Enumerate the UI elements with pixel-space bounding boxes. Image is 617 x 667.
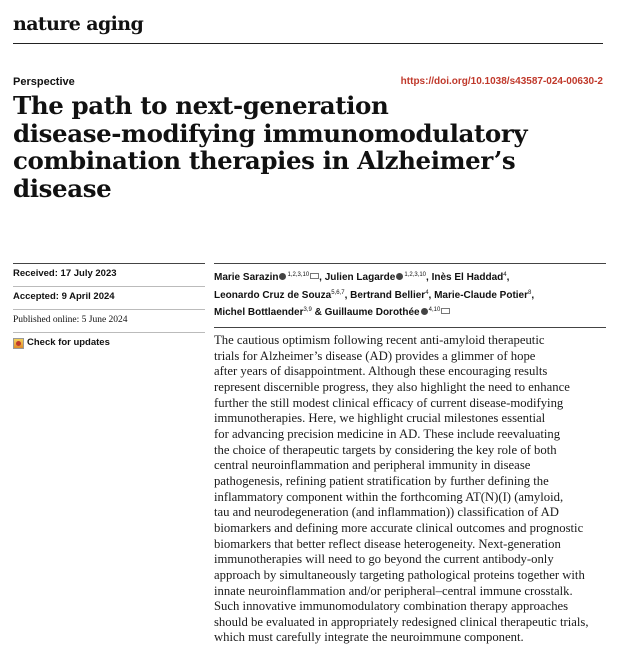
author-6[interactable]: [214, 307, 312, 318]
abstract-line: Such innovative immunomodulatory combination therapy approaches: [214, 599, 569, 614]
abstract-line: biomarkers and defining more accurate clinical outcomes and prognostic: [214, 520, 584, 535]
author-separator: ,: [506, 272, 510, 283]
author-3[interactable]: [214, 290, 345, 301]
article-type: Perspective: [13, 76, 75, 88]
abstract-line: for advancing precision medicine in AD. These include reevaluating: [214, 426, 561, 441]
author-separator: ,: [531, 289, 535, 301]
author-affiliation: 5,6,7: [331, 289, 345, 296]
author-7[interactable]: [325, 307, 451, 318]
orcid-icon[interactable]: [279, 273, 286, 280]
author-separator: ,: [426, 272, 432, 283]
author-affiliation: 4,10: [428, 307, 441, 313]
abstract-line: further the still modest clinical efficacy of current disease-modifying: [214, 395, 564, 410]
abstract-line: pathogenesis, refining patient stratification by further defining the: [214, 473, 549, 488]
author-line: [214, 268, 606, 286]
abstract-line: The cautious optimism following recent anti-amyloid therapeutic: [214, 333, 545, 347]
abstract-line: which must carefully integrate the neuroimmune component.: [214, 630, 524, 645]
check-for-updates-row: [13, 332, 205, 355]
author-affiliation: 4: [503, 272, 507, 278]
author-1[interactable]: [325, 272, 426, 283]
author-line: [214, 286, 606, 304]
author-separator: ,: [428, 289, 435, 301]
abstract-line: biomarkers that better reflect disease heterogeneity. Next-generation: [214, 536, 561, 551]
title-line: disease-modifying immunomodulatory: [13, 118, 528, 148]
abstract-line: the choice of therapeutic targets by considering the key role of both: [214, 442, 557, 457]
orcid-icon[interactable]: [421, 308, 428, 315]
title-line: disease: [13, 173, 112, 203]
abstract-rule: [214, 327, 606, 328]
author-separator: ,: [344, 289, 351, 301]
author-name: Marie Sarazin: [214, 272, 279, 283]
author-name: Guillaume Dorothée: [324, 307, 420, 318]
abstract-line: tau and neurodegeneration (and inflammation)) classification of AD: [214, 505, 559, 520]
abstract-line: approach by simultaneously targeting pathological proteins together with: [214, 567, 585, 582]
author-affiliation: 8: [528, 289, 532, 296]
published-label: Published online:: [13, 315, 80, 325]
abstract-line: innate neuroinflammation and/or peripheral–central immune crosstalk.: [214, 583, 573, 598]
title-line: The path to next-generation: [13, 91, 389, 120]
abstract-line: immunotherapies will need to go beyond the current antibody-only: [214, 552, 554, 567]
received-label: Received:: [13, 268, 58, 279]
mail-icon[interactable]: [441, 308, 450, 314]
journal-name: nature aging: [13, 13, 144, 35]
abstract-line: after years of disappointment. Although these encouraging results: [214, 364, 548, 379]
author-separator: &: [311, 307, 325, 318]
abstract-line: should be evaluated in appropriately redesigned clinical therapeutic trials,: [214, 614, 589, 629]
received-date: [13, 263, 205, 286]
author-separator: ,: [319, 272, 325, 283]
author-name: Marie-Claude Potier: [434, 289, 529, 301]
author-name: Leonardo Cruz de Souza: [214, 289, 332, 301]
received-value: 17 July 2023: [60, 268, 117, 279]
abstract: [214, 333, 614, 646]
author-name: Inès El Haddad: [431, 272, 504, 283]
author-name: Julien Lagarde: [324, 272, 396, 283]
author-line: [214, 303, 606, 321]
abstract-line: central neuroinflammation and peripheral immunity in disease: [214, 458, 531, 473]
header-rule: [13, 43, 603, 44]
author-name: Michel Bottlaender: [214, 307, 304, 318]
check-updates-label: Check for updates: [27, 337, 110, 348]
abstract-line: trials for Alzheimer’s disease (AD) provides a glimmer of hope: [214, 348, 536, 363]
abstract-line: inflammatory component within the forthcoming AT(N)(I) (amyloid,: [214, 489, 564, 504]
article-title: [13, 92, 608, 202]
published-date: [13, 309, 205, 332]
author-affiliation: 3,9: [303, 307, 312, 313]
published-value: 5 June 2024: [81, 315, 128, 325]
author-affiliation: 4: [425, 289, 429, 296]
orcid-icon[interactable]: [396, 273, 403, 280]
mail-icon[interactable]: [310, 273, 319, 279]
author-0[interactable]: [214, 272, 319, 283]
accepted-date: [13, 286, 205, 309]
author-2[interactable]: [432, 272, 507, 283]
check-for-updates-link[interactable]: [13, 336, 205, 350]
author-list: [214, 263, 606, 321]
author-5[interactable]: [434, 290, 531, 301]
accepted-label: Accepted:: [13, 291, 59, 302]
author-name: Bertrand Bellier: [350, 289, 426, 301]
check-updates-icon: [13, 338, 24, 349]
abstract-line: represent discernible progress, they also highlight the need to enhance: [214, 379, 570, 394]
accepted-value: 9 April 2024: [61, 291, 115, 302]
author-affiliation: 1,2,3,10: [404, 272, 426, 278]
article-dates-sidebar: [13, 263, 205, 355]
author-4[interactable]: [350, 290, 428, 301]
title-line: combination therapies in Alzheimer’s: [13, 146, 516, 175]
doi-link[interactable]: https://doi.org/10.1038/s43587-024-00630-2: [400, 76, 603, 87]
author-affiliation: 1,2,3,10: [287, 272, 310, 278]
abstract-line: immunotherapies. Here, we highlight crucial milestones essential: [214, 411, 546, 426]
